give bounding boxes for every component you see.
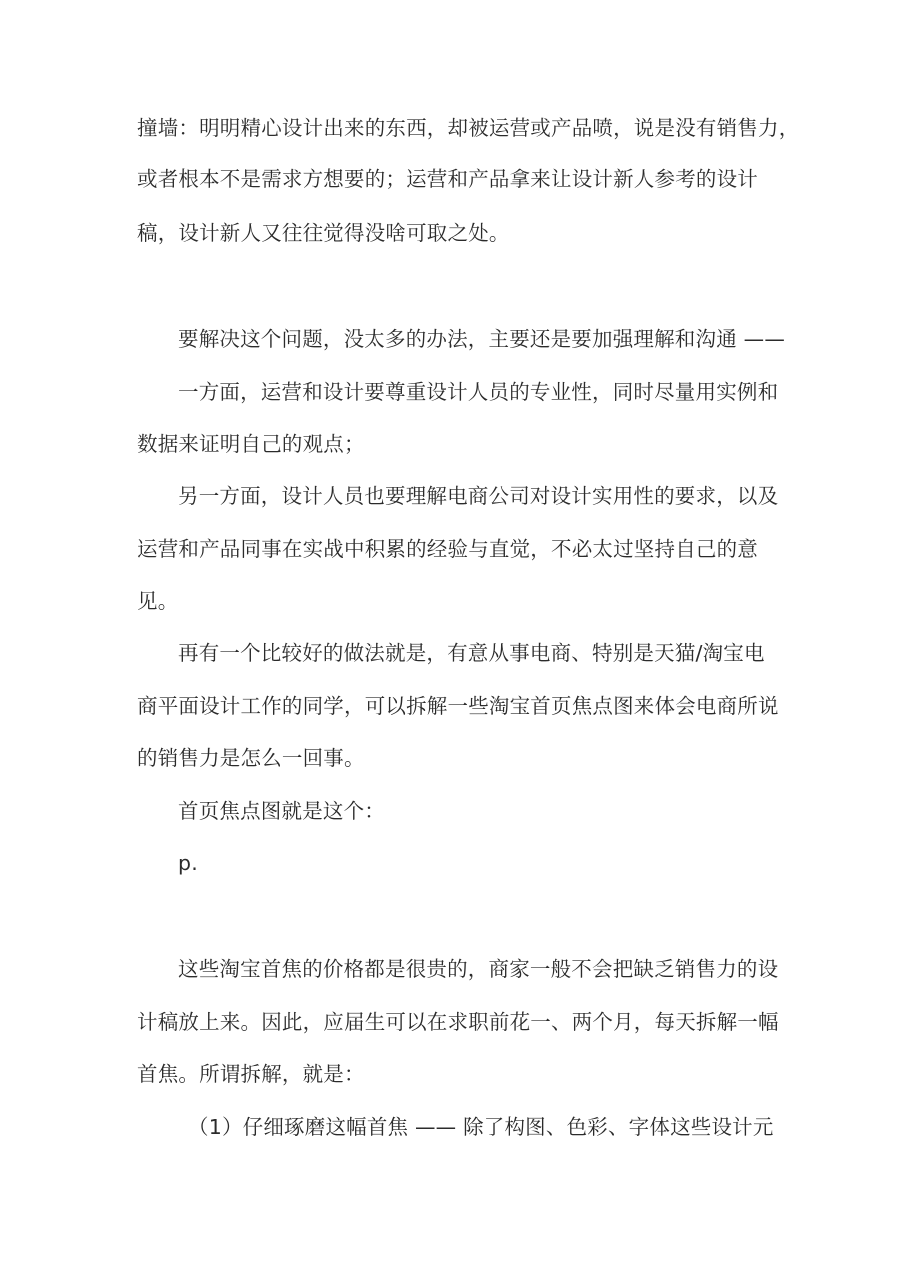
paragraph-line: 见。 xyxy=(137,589,179,613)
paragraph-line: 运营和产品同事在实战中积累的经验与直觉，不必太过坚持自己的意 xyxy=(137,537,758,561)
paragraph-line: 这些淘宝首焦的价格都是很贵的，商家一般不会把缺乏销售力的设 xyxy=(178,957,779,981)
paragraph-line: 商平面设计工作的同学，可以拆解一些淘宝首页焦点图来体会电商所说 xyxy=(137,694,779,718)
paragraph-line: 稿，设计新人又往往觉得没啥可取之处。 xyxy=(137,221,510,245)
paragraph-line: 要解决这个问题，没太多的办法，主要还是要加强理解和沟通 —— xyxy=(178,327,786,351)
paragraph-line: 的销售力是怎么一回事。 xyxy=(137,746,365,770)
paragraph-line: p. xyxy=(178,851,198,875)
paragraph-line: 或者根本不是需求方想要的；运营和产品拿来让设计新人参考的设计 xyxy=(137,167,758,191)
paragraph-line: 一方面，运营和设计要尊重设计人员的专业性，同时尽量用实例和 xyxy=(178,380,779,404)
paragraph-line: 首焦。所谓拆解，就是： xyxy=(137,1062,365,1086)
list-item-line: （1）仔细琢磨这幅首焦 —— 除了构图、色彩、字体这些设计元 xyxy=(188,1115,774,1139)
paragraph-line: 计稿放上来。因此，应届生可以在求职前花一、两个月，每天拆解一幅 xyxy=(137,1010,779,1034)
paragraph-line: 首页焦点图就是这个： xyxy=(178,799,385,823)
paragraph-line: 另一方面，设计人员也要理解电商公司对设计实用性的要求，以及 xyxy=(178,484,779,508)
paragraph-line: 再有一个比较好的做法就是，有意从事电商、特别是天猫/淘宝电 xyxy=(178,641,765,665)
paragraph-line: 撞墙：明明精心设计出来的东西，却被运营或产品喷，说是没有销售力， xyxy=(137,116,800,140)
paragraph-line: 数据来证明自己的观点； xyxy=(137,432,365,456)
